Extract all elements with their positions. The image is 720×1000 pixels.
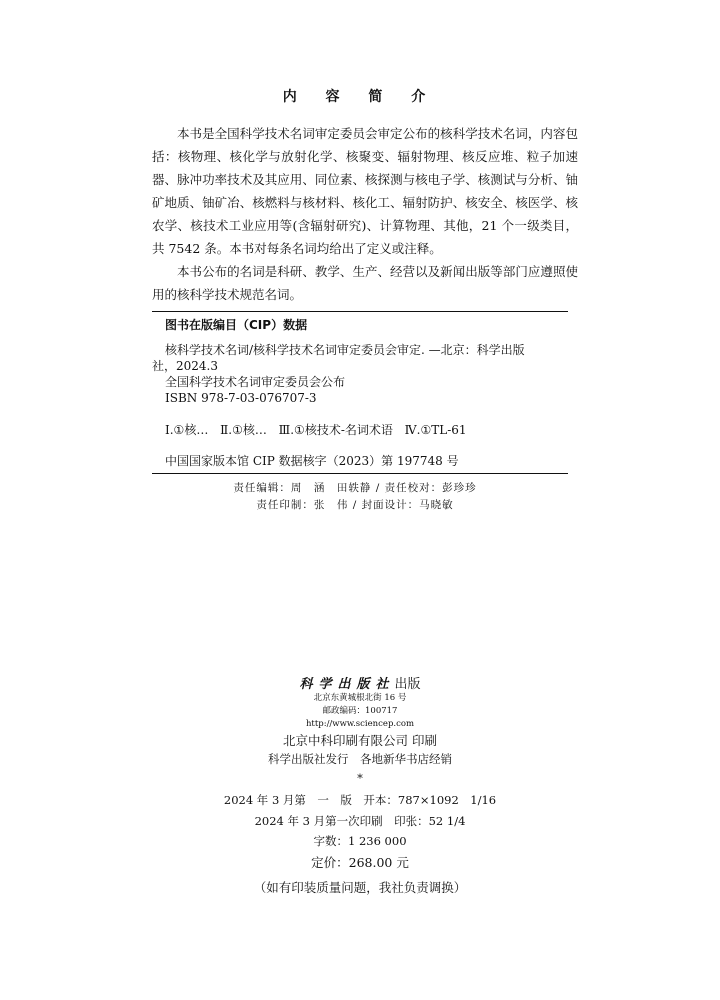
word-count: 字数：1 236 000 bbox=[313, 834, 407, 848]
cip-body bbox=[152, 342, 568, 406]
cip-top-rule bbox=[152, 311, 568, 312]
separator-star: * bbox=[357, 771, 363, 785]
cip-line-2: 社，2024.3 bbox=[152, 359, 218, 373]
price: 定价：268.00 元 bbox=[311, 855, 409, 870]
publisher-suffix: 出版 bbox=[394, 677, 421, 692]
edition-info: 2024 年 3 月第 一 版 开本：787×1092 1/16 bbox=[223, 793, 497, 807]
cip-bottom-rule bbox=[152, 473, 568, 474]
cip-line-3: 全国科学技术名词审定委员会公布 bbox=[165, 375, 346, 389]
cip-data-number: 中国国家版本馆 CIP 数据核字（2023）第 197748 号 bbox=[165, 454, 459, 468]
cip-line-1: 核科学技术名词/核科学技术名词审定委员会审定. —北京：科学出版 bbox=[165, 343, 525, 357]
cip-heading: 图书在版编目（CIP）数据 bbox=[165, 318, 308, 332]
credits bbox=[0, 480, 720, 514]
publisher-logo: 科学出版社 bbox=[299, 677, 395, 692]
summary-paragraph-1: 本书是全国科学技术名词审定委员会审定公布的核科学技术名词，内容包括：核物理、核化学与放射化学、核聚变、辐射物理、核反应堆、粒子加速器、脉冲功率技术及其应用、同位素、核探测与核电子学、核测试与分析、铀矿地质、铀矿冶、核燃料与核材料、核化工、辐射防护、核安全、核医学、核农学、核技术工业应用等(含辐射研究)、计算物理、其他，21 个一级类目，共 7542 条。本书对每条名词均给出了定义或注释。 bbox=[152, 126, 578, 256]
publisher-website: http://www.sciencep.com bbox=[305, 719, 415, 729]
summary-paragraph-2: 本书公布的名词是科研、教学、生产、经营以及新闻出版等部门应遵照使用的核科学技术规范名词。 bbox=[152, 264, 578, 302]
publisher-address: 北京东黄城根北街 16 号 bbox=[313, 693, 407, 703]
credits-line-1: 责任编辑：周 涵 田轶静 / 责任校对：彭珍珍 bbox=[233, 482, 477, 494]
cip-isbn: ISBN 978-7-03-076707-3 bbox=[165, 391, 317, 405]
publisher-postcode: 邮政编码：100717 bbox=[322, 706, 398, 716]
printing-info: 2024 年 3 月第一次印刷 印张：52 1/4 bbox=[254, 814, 466, 828]
summary-section bbox=[152, 122, 578, 306]
printer: 北京中科印刷有限公司 印刷 bbox=[283, 733, 437, 748]
publisher-line bbox=[0, 673, 720, 692]
quality-notice: （如有印装质量问题，我社负责调换） bbox=[253, 880, 467, 895]
credits-line-2: 责任印制：张 伟 / 封面设计：马晓敏 bbox=[256, 499, 454, 511]
cip-classification: Ⅰ.①核… Ⅱ.①核… Ⅲ.①核技术-名词术语 Ⅳ.①TL-61 bbox=[165, 423, 467, 437]
distribution: 科学出版社发行 各地新华书店经销 bbox=[268, 752, 452, 766]
page-title: 内 容 简 介 bbox=[282, 89, 438, 105]
